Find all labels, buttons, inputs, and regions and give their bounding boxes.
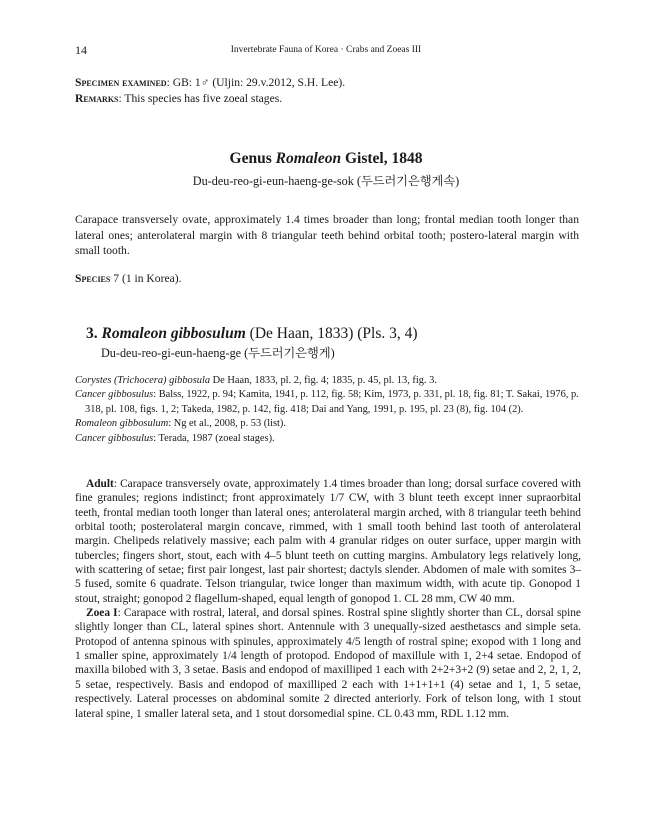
species-heading	[86, 325, 418, 343]
genus-suffix: Gistel, 1848	[341, 150, 423, 167]
zoea-label: Zoea I	[86, 607, 118, 620]
running-title: Invertebrate Fauna of Korea · Crabs and Zoeas III	[230, 45, 422, 55]
description	[75, 477, 581, 721]
synonymy-text: : Terada, 1987 (zoeal stages).	[153, 432, 275, 444]
synonymy-text: : Balss, 1922, p. 94; Kamita, 1941, p. 112, fig. 58; Kim, 1973, p. 331, pl. 18, fig. 81; T. Sakai, 1976, p. 318, pl. 108, figs. 1, 2; Takeda, 1982, p. 142, fig. 418; Dai and Yang, 1991, p. 195, pl. 23 (8), fig. 104 (2).	[85, 389, 579, 415]
synonymy-text: : Ng et al., 2008, p. 53 (list).	[168, 418, 286, 430]
synonymy-list	[75, 374, 585, 446]
zoea-description	[75, 606, 581, 721]
synonymy-text: De Haan, 1833, pl. 2, fig. 4; 1835, p. 45, pl. 13, fig. 3.	[210, 375, 437, 386]
synonymy-entry	[75, 432, 585, 446]
zoea-text: : Carapace with rostral, lateral, and dorsal spines. Rostral spine slightly shorter than CL, dorsal spine slightly longer than CL, lateral spines short. Antennule with 3 unequally-sized aesthetascs and simple seta. Protopod of antenna spinous with spinules, approximately 4/5 length of rostral spine; exopod with 1 long and 1 smaller spine, approximately 1/4 length of protopod. Endopod of maxillule with 1, 2+4 setae. Endopod of maxilla bilobed with 3, 3 setae. Basis and endopod of maxilliped 1 each with 2+2+3+2 (9) setae and 2, 2, 1, 2, 5 setae, respectively. Basis and endopod of maxilliped 2 each with 1+1+1+1 (4) setae and 1, 1, 5 setae, respectively. Lateral processes on abdominal somite 2 directed anteriorly. Fork of telson long, with 1 stout lateral spine, 1 smaller lateral seta, and 1 stout dorsomedial spine. CL 0.43 mm, RDL 1.12 mm.	[75, 607, 581, 720]
page-number: 14	[75, 43, 87, 57]
species-name: Romaleon gibbosulum	[101, 325, 246, 342]
adult-text: : Carapace transversely ovate, approximately 1.4 times broader than long; dorsal surface covered with fine granules; regions indistinct; front approximately 1/7 CW, with 3 blunt teeth except inner supraorbital teeth, frontal median tooth longer than lateral ones; anterolateral margin arched, with 8 triangular teeth behind orbital tooth; posterolateral margin concave, rimmed, with 1 small tooth behind last tooth of anterolateral margin. Chelipeds relatively massive; each palm with 4 granular ridges on outer surface, upper margin with tubercles; fingers short, stout, each with 4–5 blunt teeth on cutting margins. Ambulatory legs relatively long, with scattering of setae; first pair longest, last pair shortest; dactyls slender. Abdomen of male with somites 3–5 fused, somite 6 quadrate. Telson triangular, twice longer than maximum width, with acute tip. Gonopod 1 stout, straight; gonopod 2 flagellum-shaped, equal length of gonopod 1. CL 28 mm, CW 40 mm.	[75, 478, 581, 605]
synonymy-entry	[75, 374, 585, 388]
adult-description	[75, 477, 581, 606]
species-count-text: 7 (1 in Korea).	[110, 272, 182, 285]
species-number: 3.	[86, 325, 102, 342]
species-author: (De Haan, 1833) (Pls. 3, 4)	[245, 325, 418, 342]
species-label: Species	[75, 272, 111, 285]
genus-prefix: Genus	[229, 150, 276, 167]
genus-name: Romaleon	[275, 150, 342, 167]
remarks-label: Remarks	[75, 92, 119, 105]
specimen-examined	[75, 75, 579, 91]
species-korean-name: Du-deu-reo-gi-eun-haeng-ge (두드러기은행게)	[101, 346, 335, 360]
genus-diagnosis: Carapace transversely ovate, approximately 1.4 times broader than long; frontal median tooth longer than lateral ones; anterolateral margin with 8 triangular teeth behind orbital tooth; postero-lateral margin with small tooth.	[75, 213, 579, 258]
specimen-label: Specimen examined	[75, 76, 167, 89]
synonymy-name: Cancer gibbosulus	[75, 389, 154, 401]
adult-label: Adult	[86, 478, 114, 490]
remarks	[75, 91, 579, 107]
synonymy-name: Romaleon gibbosulum	[75, 418, 169, 430]
genus-heading	[0, 150, 652, 168]
specimen-text: : GB: 1♂ (Uljin: 29.v.2012, S.H. Lee).	[166, 76, 346, 89]
synonymy-name: Corystes (Trichocera) gibbosula	[75, 375, 211, 386]
synonymy-entry	[75, 388, 585, 417]
synonymy-entry	[75, 417, 585, 431]
synonymy-name: Cancer gibbosulus	[75, 432, 154, 444]
species-count	[75, 271, 579, 287]
genus-korean-name: Du-deu-reo-gi-eun-haeng-ge-sok (두드러기은행게속)	[192, 174, 460, 188]
remarks-text: : This species has five zoeal stages.	[118, 92, 283, 105]
